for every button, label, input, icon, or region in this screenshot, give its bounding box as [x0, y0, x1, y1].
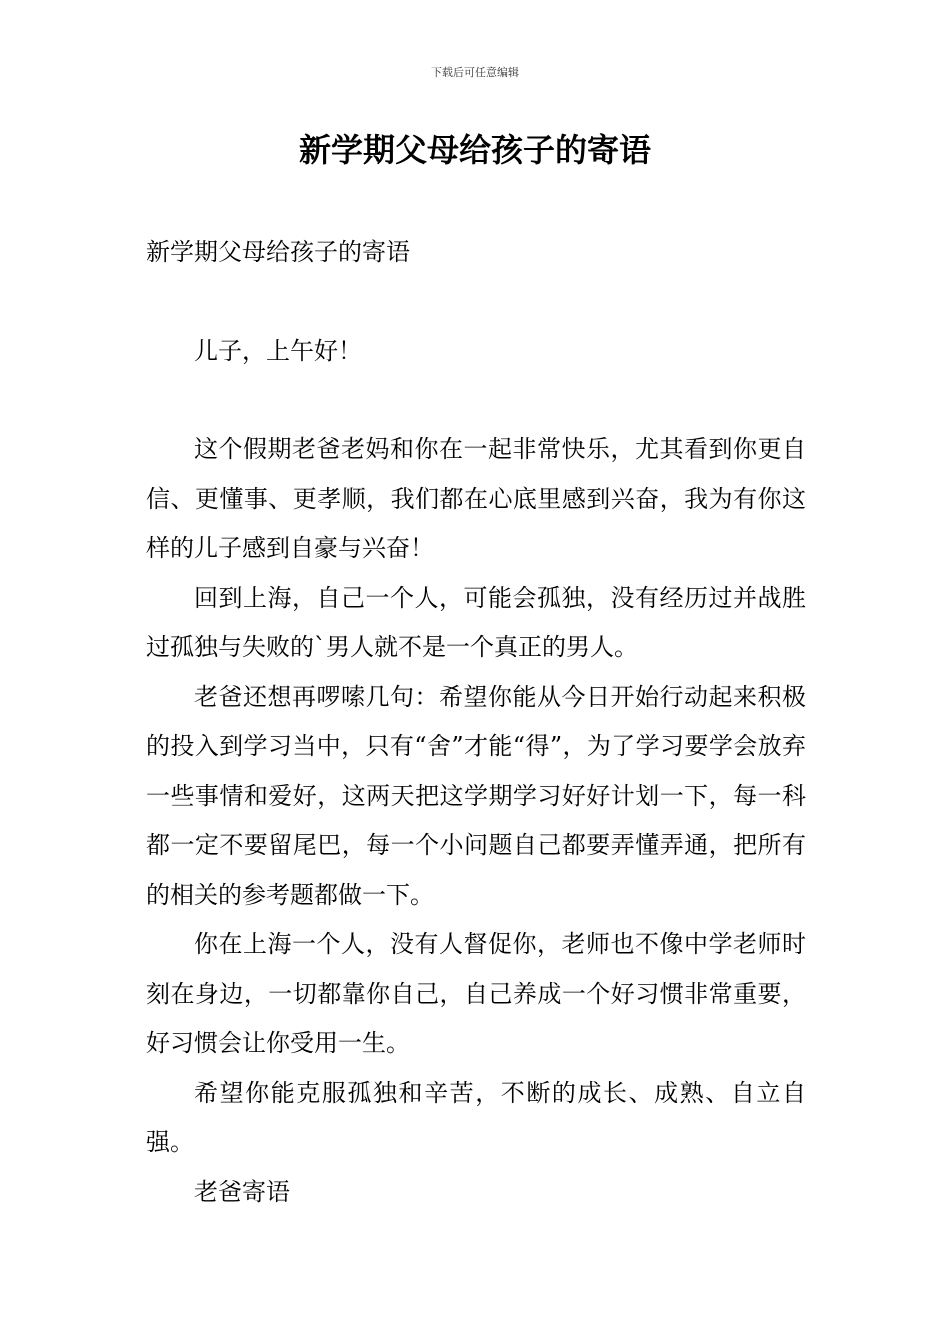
- document-body: [146, 228, 806, 1217]
- signature: 老爸寄语: [194, 1177, 290, 1206]
- document-subtitle: 新学期父母给孩子的寄语: [146, 238, 410, 266]
- paragraph-4: 你在上海一个人，没有人督促你，老师也不像中学老师时刻在身边，一切都靠你自己，自己养成一个好习惯非常重要，好习惯会让你受用一生。: [146, 930, 806, 1057]
- greeting: 儿子，上午好！: [194, 336, 362, 365]
- paragraph-5: 希望你能克服孤独和辛苦，不断的成长、成熟、自立自强。: [146, 1078, 806, 1156]
- paragraph-1: 这个假期老爸老妈和你在一起非常快乐，尤其看到你更自信、更懂事、更孝顺，我们都在心底里感到兴奋，我为有你这样的儿子感到自豪与兴奋！: [146, 435, 806, 562]
- paragraph-3: 老爸还想再啰嗦几句：希望你能从今日开始行动起来积极的投入到学习当中，只有“舍”才能“得”，为了学习要学会放弃一些事情和爱好，这两天把这学期学习好好计划一下，每一科都一定不要留尾巴，每一个小问题自己都要弄懂弄通，把所有的相关的参考题都做一下。: [146, 682, 806, 909]
- paragraph-2: 回到上海，自己一个人，可能会孤独，没有经历过并战胜过孤独与失败的`男人就不是一个真正的男人。: [146, 583, 806, 661]
- document-title: 新学期父母给孩子的寄语: [298, 131, 651, 169]
- header-note: 下载后可任意编辑: [431, 66, 519, 79]
